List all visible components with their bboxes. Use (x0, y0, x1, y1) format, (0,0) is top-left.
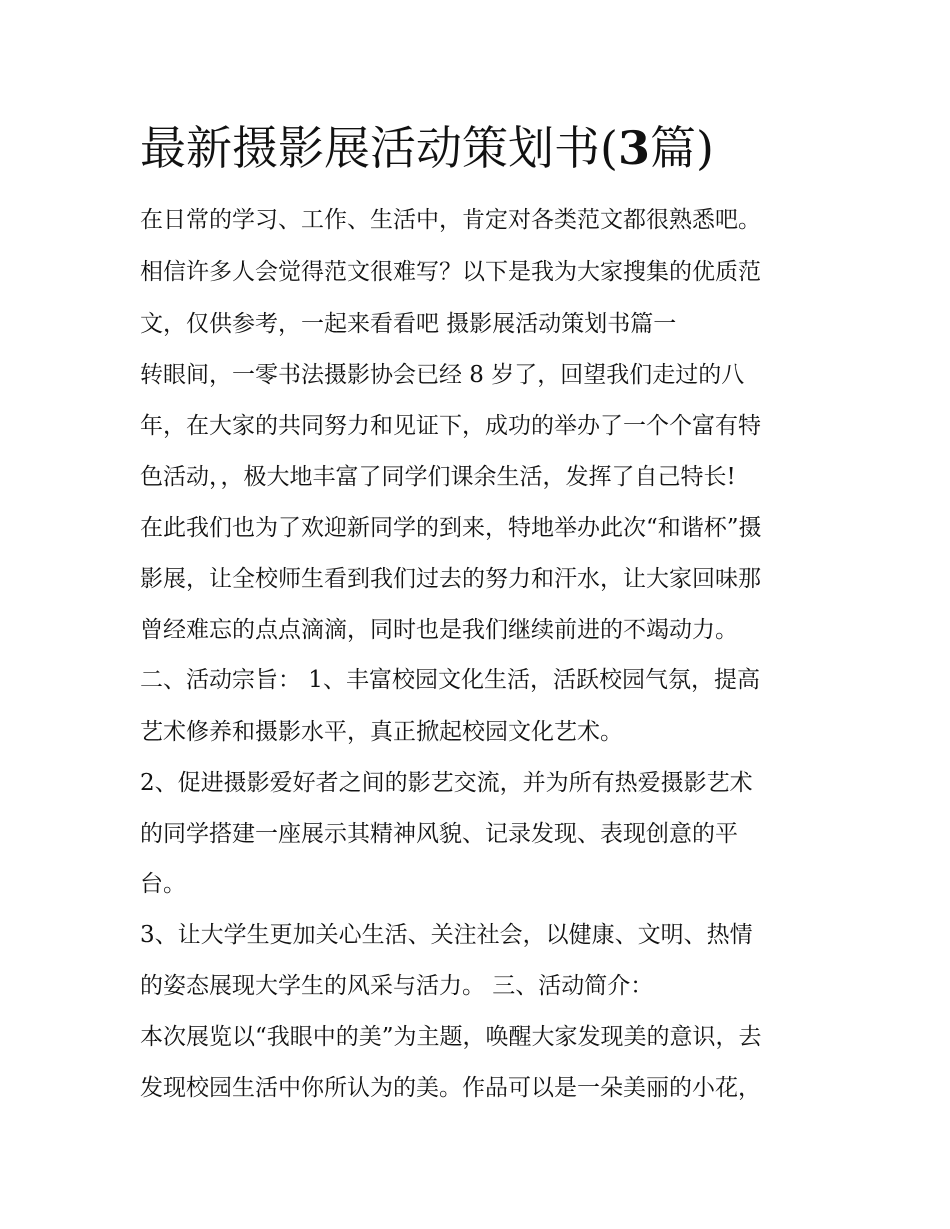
body-line: 文，仅供参考，一起来看看吧 摄影展活动策划书篇一 (140, 311, 677, 337)
body-line: 本次展览以“我眼中的美”为主题，唤醒大家发现美的意识，去 (140, 1024, 762, 1050)
body-line: 二、活动宗旨： 1、丰富校园文化生活，活跃校园气氛，提高 (140, 667, 760, 693)
body-line: 年，在大家的共同努力和见证下，成功的举办了一个个富有特 (140, 413, 761, 439)
document-title (140, 112, 714, 184)
title-number: 3 (617, 121, 650, 175)
body-line: 3、让大学生更加关心生活、关注社会，以健康、文明、热情 (140, 922, 753, 948)
body-line: 台。 (140, 871, 186, 897)
body-line: 发现校园生活中你所认为的美。作品可以是一朵美丽的小花， (140, 1075, 761, 1101)
title-end: 篇) (649, 121, 714, 175)
body-line: 影展，让全校师生看到我们过去的努力和汗水，让大家回味那 (140, 566, 761, 592)
body-line: 的姿态展现大学生的风采与活力。 三、活动简介： (140, 973, 654, 999)
body-line: 在日常的学习、工作、生活中，肯定对各类范文都很熟悉吧。 (140, 207, 761, 233)
title-main: 最新摄影展活动策划书( (140, 121, 618, 175)
body-line: 艺术修养和摄影水平，真正掀起校园文化艺术。 (140, 719, 623, 745)
body-line: 在此我们也为了欢迎新同学的到来，特地举办此次“和谐杯”摄 (140, 515, 762, 541)
body-line: 曾经难忘的点点滴滴，同时也是我们继续前进的不竭动力。 (140, 617, 738, 643)
body-line: 2、促进摄影爱好者之间的影艺交流，并为所有热爱摄影艺术 (140, 770, 753, 796)
body-line: 的同学搭建一座展示其精神风貌、记录发现、表现创意的平 (140, 821, 738, 847)
body-line: 转眼间，一零书法摄影协会已经 8 岁了，回望我们走过的八 (140, 362, 745, 388)
body-line: 相信许多人会觉得范文很难写？以下是我为大家搜集的优质范 (140, 259, 761, 285)
body-line: 色活动，，极大地丰富了同学们课余生活，发挥了自己特长! (140, 464, 736, 490)
